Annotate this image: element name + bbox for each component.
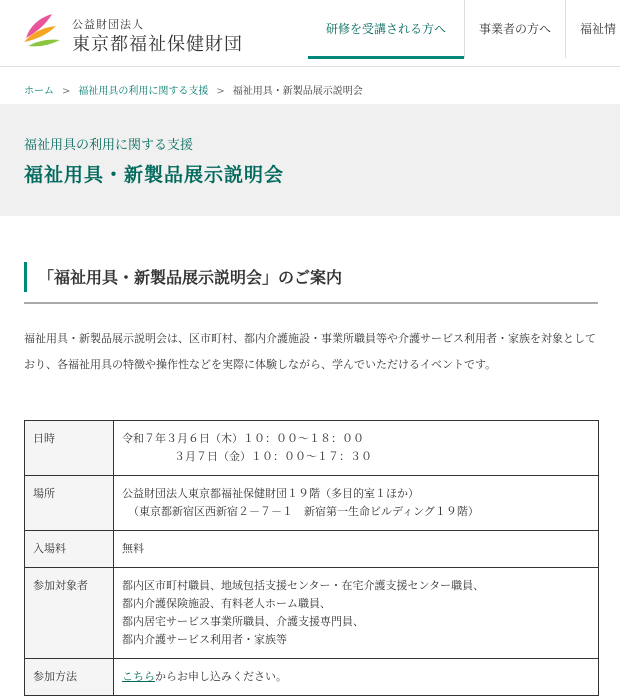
fee-label: 入場料 [25,531,114,568]
flower-logo-icon [22,8,64,48]
table-row [25,568,599,659]
nav-item-trainees[interactable]: 研修を受講される方へ [308,0,464,59]
target-line-4: 都内介護サービス利用者・家族等 [122,633,287,646]
apply-label: 参加方法 [25,659,114,696]
breadcrumb-current: 福祉用具・新製品展示説明会 [232,86,363,97]
page-title: 福祉用具・新製品展示説明会 [24,164,285,186]
breadcrumb-parent[interactable]: 福祉用具の利用に関する支援 [78,86,209,97]
place-value [114,476,599,531]
breadcrumb-home[interactable]: ホーム [24,86,54,97]
target-line-1: 都内区市町村職員、地域包括支援センター・在宅介護支援センター職員、 [122,579,485,592]
nav-item-businesses[interactable]: 事業者の方へ [464,0,565,58]
event-info-table [24,420,599,696]
page-category: 福祉用具の利用に関する支援 [24,138,194,153]
apply-value [114,659,599,696]
breadcrumb-separator: > [216,86,225,97]
date-label: 日時 [25,421,114,476]
target-label: 参加対象者 [25,568,114,659]
breadcrumb-separator: > [62,86,71,97]
page-heading-band [0,104,620,216]
nav-item-welfare-info[interactable]: 福祉情 [565,0,620,58]
target-value [114,568,599,659]
heading-accent-bar [24,262,27,292]
apply-link[interactable]: こちら [122,670,155,683]
apply-text: からお申し込みください。 [155,670,287,683]
date-line-2: ３月７日（金）１０：００～１７：３０ [174,450,372,463]
logo-org-type: 公益財団法人 [72,18,144,31]
table-row [25,421,599,476]
place-line-2: （東京都新宿区西新宿２－７－１ 新宿第一生命ビルディング１９階） [128,505,479,518]
target-line-2: 都内介護保険施設、有料老人ホーム職員、 [122,597,331,610]
place-label: 場所 [25,476,114,531]
breadcrumb [0,66,620,104]
global-nav [308,0,620,66]
site-header [0,0,620,66]
place-line-1: 公益財団法人東京都福祉保健財団１９階（多目的室１ほか） [122,487,419,500]
date-line-1: 令和７年３月６日（木）１０：００～１８：００ [122,432,364,445]
table-row [25,531,599,568]
intro-paragraph: 福祉用具・新製品展示説明会は、区市町村、都内介護施設・事業所職員等や介護サービス利用者・家族を対象としており、各福祉用具の特徴や操作性などを実際に体験しながら、学んでいただけるイベントです。 [24,332,596,371]
table-row [25,476,599,531]
target-line-3: 都内居宅サービス事業所職員、介護支援専門員、 [122,615,364,628]
fee-value: 無料 [114,531,599,568]
date-value [114,421,599,476]
section-heading [24,262,598,304]
site-logo[interactable] [22,8,282,55]
table-row [25,659,599,696]
section-heading-text: 「福祉用具・新製品展示説明会」のご案内 [38,268,343,287]
logo-org-name: 東京都福祉保健財団 [72,34,243,55]
